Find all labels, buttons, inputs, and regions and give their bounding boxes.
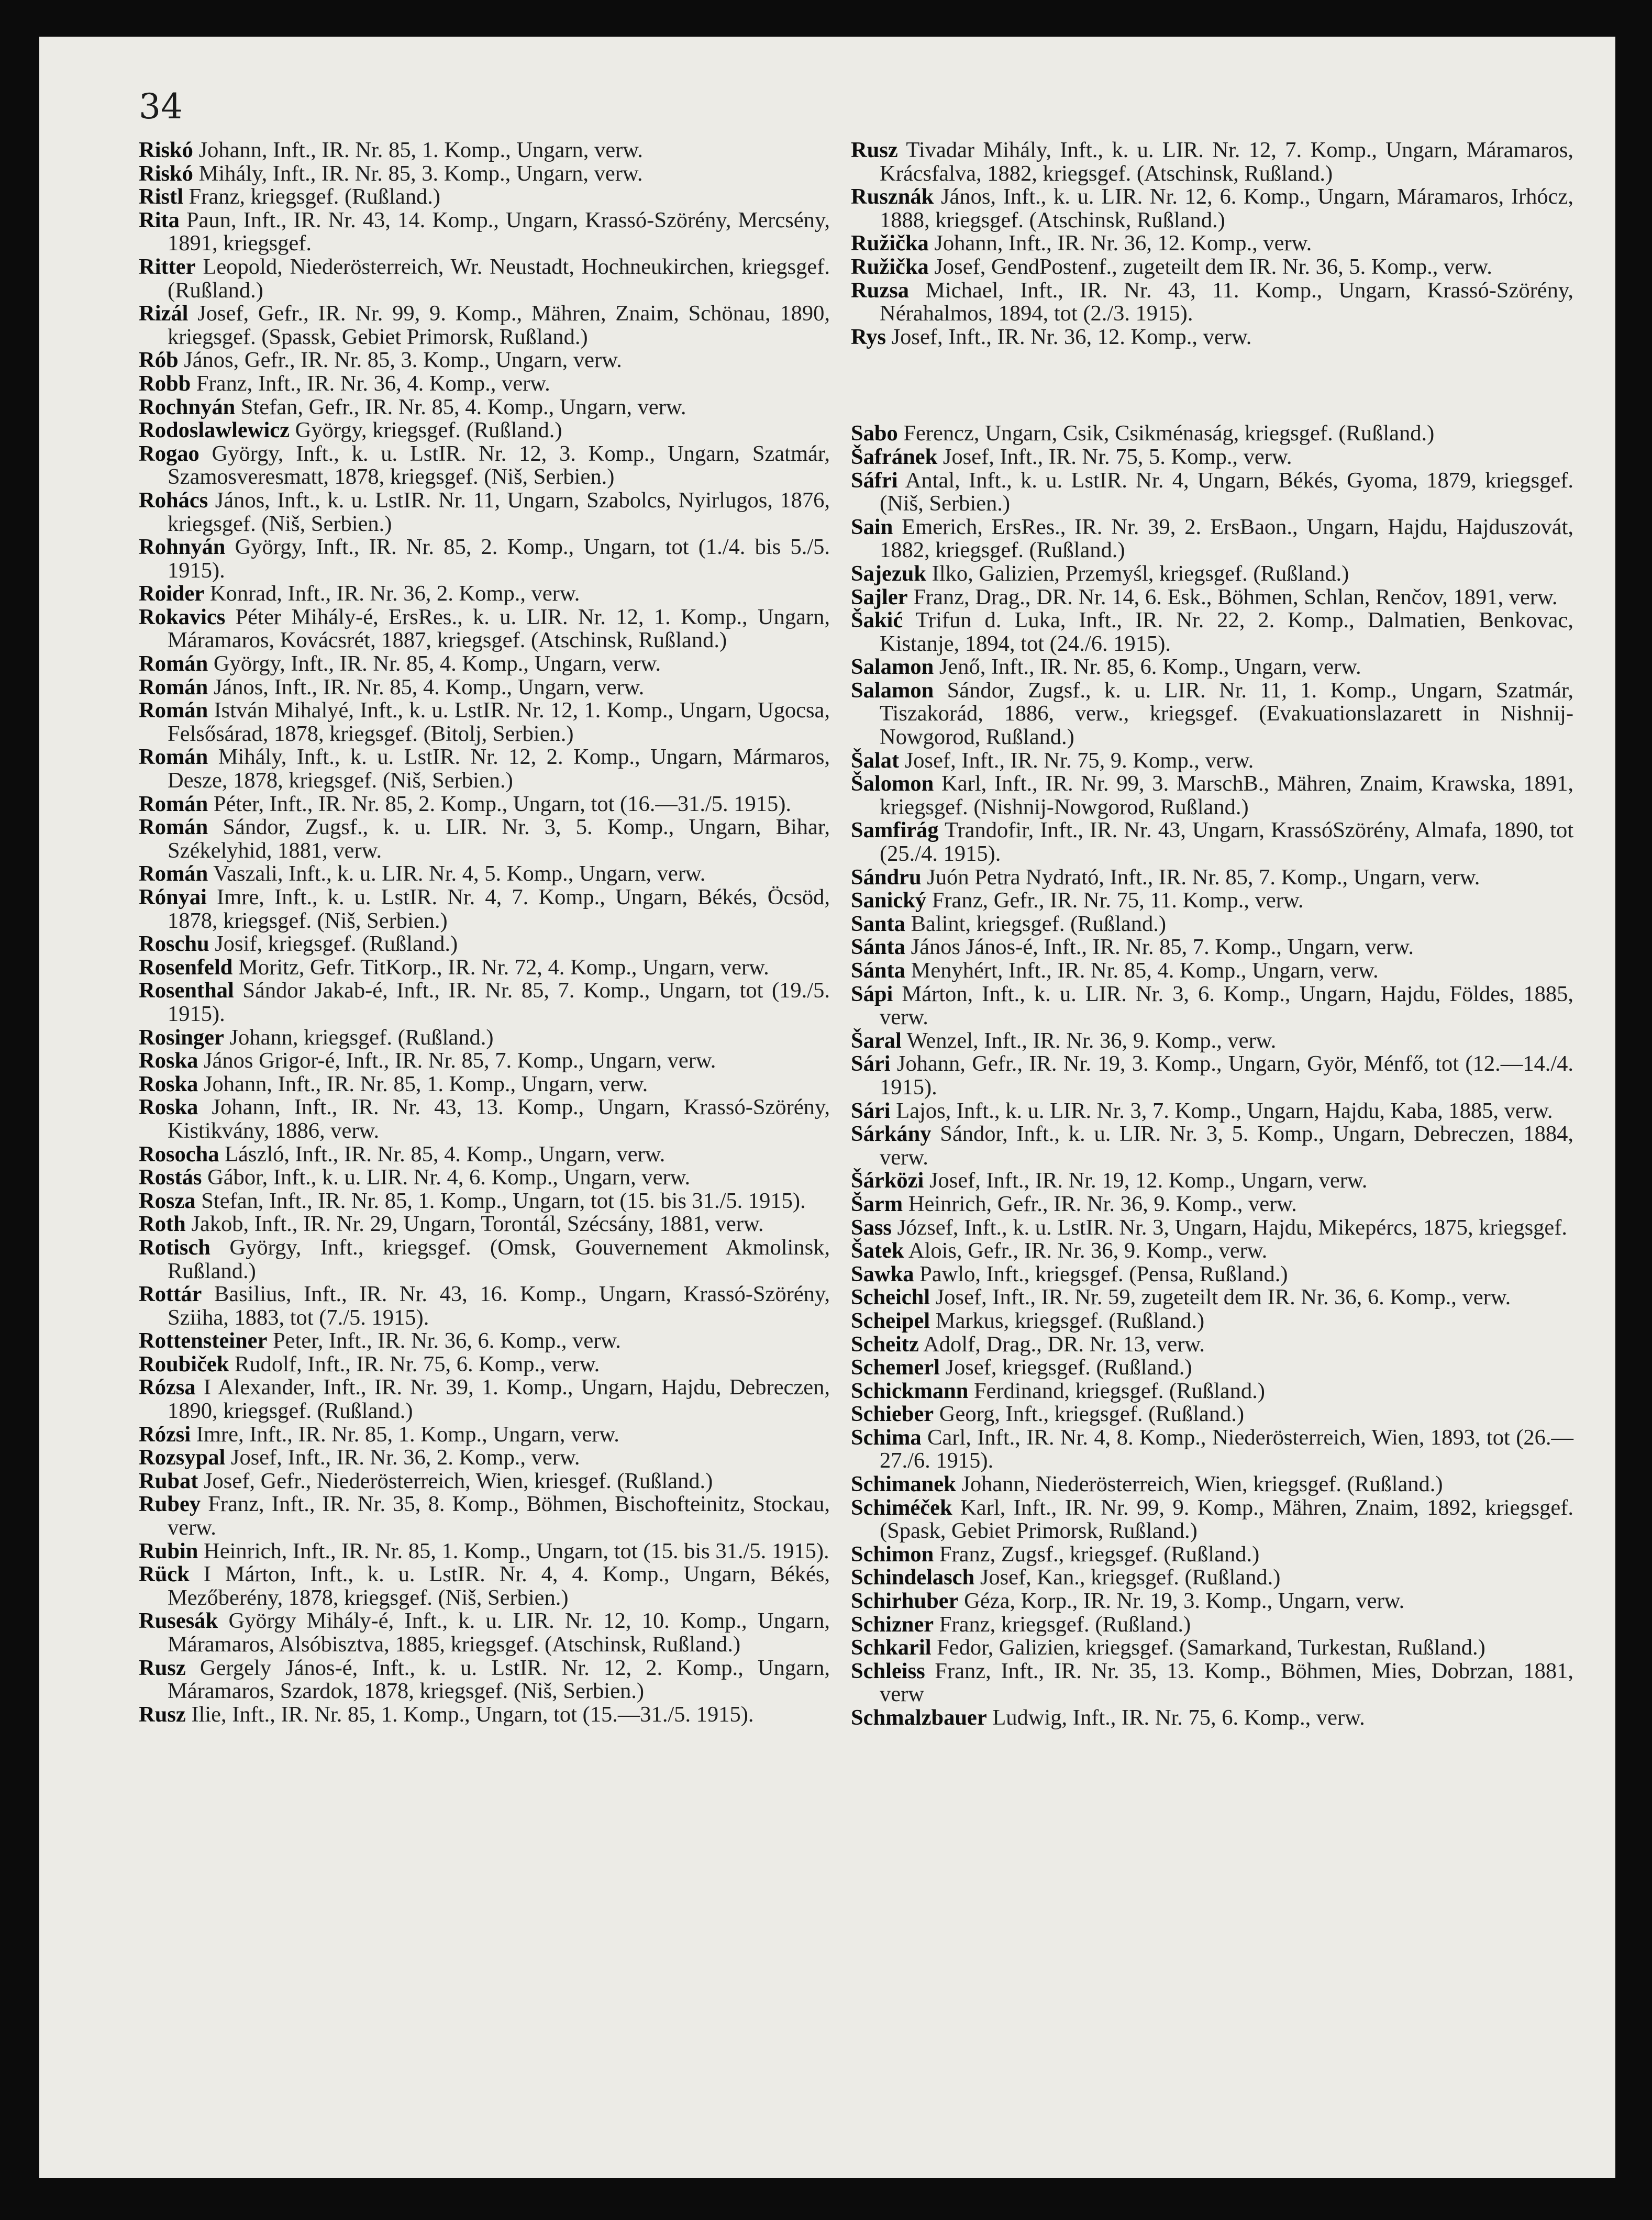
entry-details: Péter Mihály-é, ErsRes., k. u. LIR. Nr. 12, 1. Komp., Ungarn, Máramaros, Kovácsrét, 1887, kriegsgef. (Atschinsk, Rußland.) [168,604,830,653]
entry-details: György, Inft., IR. Nr. 85, 4. Komp., Ungarn, verw. [208,651,661,676]
register-entry [139,1096,830,1142]
entry-surname: Rosocha [139,1141,219,1167]
entry-details: Jenő, Inft., IR. Nr. 85, 6. Komp., Ungarn, verw. [934,654,1361,680]
register-entry [139,676,830,700]
entry-details: Alois, Gefr., IR. Nr. 36, 9. Komp., verw. [904,1238,1268,1263]
entry-details: Jakob, Inft., IR. Nr. 29, Ungarn, Torontál, Szécsány, 1881, verw. [185,1212,764,1237]
entry-details: Heinrich, Inft., IR. Nr. 85, 1. Komp., Ungarn, tot (15. bis 31./5. 1915). [198,1538,829,1563]
entry-details: Imre, Inft., IR. Nr. 85, 1. Komp., Ungarn, verw. [191,1422,619,1447]
register-entry [139,139,830,162]
register-entry [139,699,830,746]
register-entry [139,1540,830,1563]
entry-details: Johann, Inft., IR. Nr. 85, 1. Komp., Ungarn, verw. [198,1071,648,1096]
register-entry [851,936,1573,959]
entry-surname: Schieber [851,1402,934,1427]
entry-surname: Sass [851,1215,892,1240]
entry-surname: Schimanek [851,1472,956,1497]
entry-surname: Šalat [851,748,900,773]
register-entry [851,1123,1573,1169]
entry-surname: Šatek [851,1238,904,1263]
entry-surname: Ruzsa [851,278,909,303]
register-entry [851,1263,1573,1286]
entry-surname: Schmalzbauer [851,1705,987,1730]
entry-details: Trifun d. Luka, Inft., IR. Nr. 22, 2. Komp., Dalmatien, Benkovac, Kistanje, 1894, tot (24./6. 1915). [880,608,1573,656]
entry-surname: Schirhuber [851,1589,959,1614]
register-entry [851,516,1573,562]
entry-details: Heinrich, Gefr., IR. Nr. 36, 9. Komp., verw. [903,1191,1297,1216]
entry-details: Josef, Gefr., IR. Nr. 99, 9. Komp., Mähren, Znaim, Schönau, 1890, kriegsgef. (Spassk, Gebiet Primorsk, Rußland.) [168,301,830,349]
register-entry [851,1403,1573,1426]
register-entry [139,1213,830,1236]
entry-surname: Rusz [139,1655,186,1680]
register-entry [139,442,830,489]
register-entry [139,582,830,606]
entry-surname: Šaral [851,1028,902,1053]
entry-details: Mihály, Inft., IR. Nr. 85, 3. Komp., Ungarn, verw. [193,161,643,186]
entry-details: Menyhért, Inft., IR. Nr. 85, 4. Komp., Ungarn, verw. [905,958,1379,983]
register-entry [851,866,1573,890]
entry-details: György Mihály-é, Inft., k. u. LIR. Nr. 12, 10. Komp., Ungarn, Máramaros, Alsóbisztva, 1885, kriegsgef. (Atschinsk, Rußland.) [168,1608,830,1657]
register-entry [851,1239,1573,1263]
entry-details: Konrad, Inft., IR. Nr. 36, 2. Komp., verw. [204,581,580,606]
register-entry [851,232,1573,256]
entry-surname: Robb [139,371,191,396]
entry-details: János, Inft., k. u. LstIR. Nr. 11, Ungarn, Szabolcs, Nyirlugos, 1876, kriegsgef. (Niš, Serbien.) [168,487,830,536]
entry-details: Franz, kriegsgef. (Rußland.) [183,184,440,209]
entry-details: Vaszali, Inft., k. u. LIR. Nr. 4, 5. Komp., Ungarn, verw. [208,861,706,886]
entry-details: Péter, Inft., IR. Nr. 85, 2. Komp., Ungarn, tot (16.—31./5. 1915). [208,791,792,816]
register-entry [139,979,830,1026]
register-entry [139,1190,830,1213]
register-entry [851,1660,1573,1706]
entry-surname: Sándru [851,864,922,890]
entry-surname: Román [139,745,208,770]
entry-details: György, Inft., k. u. LstIR. Nr. 12, 3. Komp., Ungarn, Szatmár, Szamosveresmatt, 1878, kriegsgef. (Niš, Serbien.) [168,441,830,490]
entry-details: Franz, kriegsgef. (Rußland.) [934,1612,1191,1637]
entry-surname: Sabo [851,421,898,446]
entry-surname: Sanický [851,888,927,913]
entry-surname: Rottár [139,1282,202,1307]
register-entry [139,1610,830,1656]
register-entry [139,419,830,442]
entry-details: György, Inft., kriegsgef. (Omsk, Gouvernement Akmolinsk, Rußland.) [168,1235,830,1283]
entry-surname: Sajezuk [851,561,927,586]
entry-surname: Roubiček [139,1351,229,1377]
register-entry [851,1380,1573,1403]
register-entry [139,793,830,816]
entry-details: János János-é, Inft., IR. Nr. 85, 7. Komp., Ungarn, verw. [905,935,1414,960]
entry-details: János, Inft., k. u. LIR. Nr. 12, 6. Komp., Ungarn, Máramaros, Irhócz, 1888, kriegsgef. (Atschinsk, Rußland.) [880,184,1573,232]
register-entry [139,1703,830,1727]
entry-surname: Sain [851,514,893,539]
register-entry [139,396,830,419]
register-entry [851,609,1573,656]
register-entry [851,959,1573,983]
right-column-s-section [851,422,1573,1729]
entry-details: Josef, GendPostenf., zugeteilt dem IR. Nr. 36, 5. Komp., verw. [928,254,1492,279]
entry-details: Antal, Inft., k. u. LstIR. Nr. 4, Ungarn, Békés, Gyoma, 1879, kriegsgef. (Niš, Serbien.) [880,468,1573,516]
entry-surname: Rubat [139,1468,198,1493]
entry-surname: Sawka [851,1261,914,1286]
register-entry [851,256,1573,279]
entry-details: Ilko, Galizien, Przemyśl, kriegsgef. (Rußland.) [926,561,1349,586]
register-entry [851,913,1573,936]
entry-surname: Schickmann [851,1378,969,1403]
register-entry [851,1309,1573,1333]
register-entry [139,1470,830,1493]
entry-details: Juón Petra Nydrató, Inft., IR. Nr. 85, 7. Komp., Ungarn, verw. [921,864,1480,890]
entry-surname: Rosinger [139,1025,224,1050]
page-number: 34 [139,86,183,127]
register-entry [139,1073,830,1096]
entry-details: Ferencz, Ungarn, Csik, Csikménaság, kriegsgef. (Rußland.) [897,421,1435,446]
register-entry [851,446,1573,469]
entry-surname: Riskó [139,161,193,186]
entry-details: Wenzel, Inft., IR. Nr. 36, 9. Komp., verw. [901,1028,1277,1053]
entry-surname: Sajler [851,584,908,609]
entry-surname: Schleiss [851,1658,925,1683]
register-entry [851,1029,1573,1053]
register-entry [851,1356,1573,1380]
entry-surname: Šarm [851,1191,903,1216]
entry-details: Johann, Niederösterreich, Wien, kriegsgef. (Rußland.) [956,1472,1443,1497]
register-entry [139,536,830,582]
entry-details: Sándor, Zugsf., k. u. LIR. Nr. 3, 5. Komp., Ungarn, Bihar, Székelyhid, 1881, verw. [168,815,830,863]
register-entry [851,139,1573,185]
entry-surname: Roschu [139,931,209,957]
register-entry [851,1543,1573,1567]
entry-details: Sándor, Inft., k. u. LIR. Nr. 3, 5. Komp., Ungarn, Debreczen, 1884, verw. [880,1122,1573,1170]
entry-details: Josef, Inft., IR. Nr. 36, 12. Komp., verw. [886,324,1252,349]
entry-surname: Rogao [139,441,199,466]
register-entry [139,1563,830,1610]
register-entry [851,819,1573,865]
entry-surname: Schemerl [851,1355,940,1380]
entry-details: Gábor, Inft., k. u. LIR. Nr. 4, 6. Komp., Ungarn, verw. [202,1165,691,1190]
entry-surname: Schindelasch [851,1565,975,1590]
entry-details: István Mihalyé, Inft., k. u. LstIR. Nr. 12, 1. Komp., Ungarn, Ugocsa, Felsősárad, 1878, kriegsgef. (Bitolj, Serbien.) [168,698,830,746]
entry-details: Johann, kriegsgef. (Rußland.) [224,1025,494,1050]
entry-details: Karl, Inft., IR. Nr. 99, 9. Komp., Mähren, Znaim, 1892, kriegsgef. (Spask, Gebiet Primorsk, Rußland.) [880,1495,1573,1544]
register-entry [139,1329,830,1353]
entry-surname: Schiméček [851,1495,952,1520]
register-entry [851,469,1573,516]
entry-surname: Rohács [139,487,208,513]
entry-details: Sándor Jakab-é, Inft., IR. Nr. 85, 7. Komp., Ungarn, tot (19./5. 1915). [168,978,830,1026]
entry-surname: Rück [139,1562,190,1587]
entry-details: Josef, kriegsgef. (Rußland.) [939,1355,1192,1380]
entry-details: I Márton, Inft., k. u. LstIR. Nr. 4, 4. Komp., Ungarn, Békés, Mezőberény, 1878, kriegsgef. (Niš, Serbien.) [168,1562,830,1610]
entry-surname: Román [139,861,208,886]
entry-details: János Grigor-é, Inft., IR. Nr. 85, 7. Komp., Ungarn, verw. [198,1048,716,1073]
entry-surname: Rusz [851,138,898,162]
entry-details: Franz, Inft., IR. Nr. 35, 8. Komp., Böhmen, Bischofteinitz, Stockau, verw. [168,1492,830,1540]
entry-surname: Rosza [139,1188,196,1213]
register-entry [139,956,830,980]
entry-details: Moritz, Gefr. TitKorp., IR. Nr. 72, 4. Komp., Ungarn, verw. [232,954,769,980]
entry-surname: Rotisch [139,1235,210,1260]
entry-details: Franz, Inft., IR. Nr. 36, 4. Komp., verw. [191,371,550,396]
register-entry [139,1446,830,1470]
entry-details: Paun, Inft., IR. Nr. 43, 14. Komp., Ungarn, Krassó-Szörény, Mercsény, 1891, kriegsgef. [168,207,830,256]
register-entry [139,862,830,886]
register-entry [139,372,830,396]
register-entry [851,1193,1573,1216]
entry-details: Franz, Inft., IR. Nr. 35, 13. Komp., Böhmen, Mies, Dobrzan, 1881, verw [880,1658,1573,1707]
register-entry [139,652,830,676]
left-column [139,139,830,1726]
entry-surname: Román [139,791,208,816]
register-entry [139,1166,830,1190]
entry-surname: Rottensteiner [139,1328,268,1353]
register-entry [851,1333,1573,1357]
entry-details: György, kriegsgef. (Rußland.) [290,418,562,443]
entry-details: I Alexander, Inft., IR. Nr. 39, 1. Komp., Ungarn, Hajdu, Debreczen, 1890, kriegsgef. (Rußland.) [168,1375,830,1424]
register-entry [851,1496,1573,1543]
register-entry [139,209,830,256]
entry-details: Johann, Inft., IR. Nr. 43, 13. Komp., Ungarn, Krassó-Szörény, Kistikvány, 1886, verw. [168,1095,830,1143]
register-entry [851,679,1573,749]
entry-surname: Rizál [139,301,189,326]
entry-surname: Ritter [139,254,196,279]
entry-details: Rudolf, Inft., IR. Nr. 75, 6. Komp., verw. [229,1351,600,1377]
register-entry [851,772,1573,819]
entry-details: Josif, kriegsgef. (Rußland.) [209,931,458,957]
entry-surname: Sáfri [851,468,898,493]
entry-surname: Rosenfeld [139,954,233,980]
right-column [851,139,1573,1730]
entry-surname: Ružička [851,231,929,256]
register-entry [139,1049,830,1073]
right-column-r-section [851,139,1573,349]
entry-surname: Roider [139,581,205,606]
register-entry [851,1590,1573,1613]
entry-surname: Salamon [851,654,934,680]
register-entry [139,816,830,862]
entry-details: Josef, Inft., IR. Nr. 75, 9. Komp., verw. [899,748,1254,773]
entry-details: Josef, Inft., IR. Nr. 75, 5. Komp., verw. [937,444,1292,469]
register-entry [851,1100,1573,1123]
register-entry [851,1636,1573,1660]
entry-details: Imre, Inft., k. u. LstIR. Nr. 4, 7. Komp., Ungarn, Békés, Öcsöd, 1878, kriegsgef. (Niš, Serbien.) [168,885,830,933]
entry-surname: Šakić [851,608,903,633]
entry-surname: Riskó [139,138,193,162]
register-entry [851,1566,1573,1590]
entry-details: György, Inft., IR. Nr. 85, 2. Komp., Ungarn, tot (1./4. bis 5./5. 1915). [168,535,830,583]
entry-surname: Rochnyán [139,394,236,419]
entry-surname: Roska [139,1095,198,1120]
entry-surname: Schima [851,1425,922,1450]
register-entry [851,185,1573,232]
entry-surname: Rodoslawlewicz [139,418,290,443]
entry-surname: Román [139,698,208,723]
entry-details: Stefan, Gefr., IR. Nr. 85, 4. Komp., Ungarn, verw. [235,394,686,419]
entry-surname: Rusz [139,1702,186,1727]
entry-surname: Sápi [851,981,893,1006]
entry-details: Michael, Inft., IR. Nr. 43, 11. Komp., Ungarn, Krassó-Szörény, Nérahalmos, 1894, tot (2./3. 1915). [880,278,1573,326]
register-entry [851,562,1573,586]
entry-surname: Šafránek [851,444,938,469]
entry-details: Johann, Inft., IR. Nr. 36, 12. Komp., verw. [928,231,1312,256]
entry-surname: Rózsa [139,1375,196,1400]
entry-surname: Rosenthal [139,978,234,1003]
register-entry [139,489,830,536]
entry-details: József, Inft., k. u. LstIR. Nr. 3, Ungarn, Hajdu, Mikepércs, 1875, kriegsgef. [891,1215,1568,1240]
entry-surname: Šalomon [851,771,934,796]
register-entry [851,983,1573,1029]
register-entry [851,1216,1573,1240]
entry-surname: Scheichl [851,1285,930,1310]
register-entry [851,1613,1573,1637]
entry-surname: Schimon [851,1541,934,1567]
entry-details: Carl, Inft., IR. Nr. 4, 8. Komp., Niederösterreich, Wien, 1893, tot (26.—27./6. 1915). [880,1425,1573,1473]
register-entry [851,889,1573,913]
register-entry [139,1423,830,1447]
register-entry [139,933,830,956]
section-gap [851,349,1573,422]
entry-surname: Rusznák [851,184,934,209]
entry-surname: Rusesák [139,1608,218,1634]
entry-details: Franz, Zugsf., kriegsgef. (Rußland.) [934,1541,1260,1567]
register-entry [851,656,1573,679]
entry-details: Markus, kriegsgef. (Rußland.) [930,1308,1205,1333]
register-entry [139,746,830,792]
register-entry [139,185,830,209]
register-entry [851,1473,1573,1496]
entry-surname: Rozsypal [139,1445,226,1470]
register-entry [139,349,830,372]
entry-details: Peter, Inft., IR. Nr. 36, 6. Komp., verw. [267,1328,621,1353]
entry-details: Márton, Inft., k. u. LIR. Nr. 3, 6. Komp., Ungarn, Hajdu, Földes, 1885, verw. [880,981,1573,1030]
entry-surname: Rób [139,348,179,373]
entry-details: Johann, Inft., IR. Nr. 85, 1. Komp., Ungarn, verw. [193,138,643,162]
entry-surname: Schkaril [851,1635,932,1660]
register-entry [139,162,830,186]
entry-surname: Sánta [851,935,905,960]
register-entry [139,256,830,302]
entry-details: Josef, Inft., IR. Nr. 36, 2. Komp., verw. [225,1445,580,1470]
entry-details: Fedor, Galizien, kriegsgef. (Samarkand, Turkestan, Rußland.) [931,1635,1485,1660]
entry-surname: Samfirág [851,818,939,843]
register-entry [851,1052,1573,1099]
entry-details: Lajos, Inft., k. u. LIR. Nr. 3, 7. Komp., Ungarn, Hajdu, Kaba, 1885, verw. [890,1098,1553,1123]
register-entry [139,1493,830,1539]
entry-details: Basilius, Inft., IR. Nr. 43, 16. Komp., Ungarn, Krassó-Szörény, Sziiha, 1883, tot (7./5. 1915). [168,1282,830,1330]
entry-surname: Rokavics [139,604,226,629]
entry-details: Tivadar Mihály, Inft., k. u. LIR. Nr. 12, 7. Komp., Ungarn, Máramaros, Krácsfalva, 1882, kriegsgef. (Atschinsk, Rußland.) [880,138,1573,186]
entry-surname: Salamon [851,678,934,703]
entry-surname: Román [139,674,208,700]
register-entry [139,1026,830,1050]
register-entry [139,886,830,933]
entry-details: Ludwig, Inft., IR. Nr. 75, 6. Komp., verw. [986,1705,1365,1730]
entry-details: Ferdinand, kriegsgef. (Rußland.) [968,1378,1265,1403]
register-entry [139,606,830,652]
entry-details: Josef, Inft., IR. Nr. 59, zugeteilt dem IR. Nr. 36, 6. Komp., verw. [930,1285,1511,1310]
entry-details: Leopold, Niederösterreich, Wr. Neustadt, Hochneukirchen, kriegsgef. (Rußland.) [168,254,830,303]
entry-surname: Šárközi [851,1168,924,1193]
entry-surname: Schizner [851,1612,934,1637]
register-entry [851,326,1573,349]
entry-surname: Ružička [851,254,929,279]
entry-details: Trandofir, Inft., IR. Nr. 43, Ungarn, KrassóSzörény, Almafa, 1890, tot (25./4. 1915). [880,818,1573,867]
register-entry [139,1657,830,1703]
entry-details: Emerich, ErsRes., IR. Nr. 39, 2. ErsBaon., Ungarn, Hajdu, Hajduszovát, 1882, kriegsgef. (Rußland.) [880,514,1573,563]
entry-surname: Scheipel [851,1308,930,1333]
entry-surname: Rónyai [139,885,207,909]
document-page [39,37,1615,2178]
entry-surname: Rohnyán [139,535,226,560]
entry-surname: Ristl [139,184,183,209]
entry-details: Géza, Korp., IR. Nr. 19, 3. Komp., Ungarn, verw. [958,1589,1405,1614]
entry-details: Franz, Drag., DR. Nr. 14, 6. Esk., Böhmen, Schlan, Renčov, 1891, verw. [907,584,1558,609]
entry-surname: Sári [851,1098,891,1123]
entry-surname: Roska [139,1048,198,1073]
entry-details: János, Gefr., IR. Nr. 85, 3. Komp., Ungarn, verw. [178,348,622,373]
register-entry [851,1426,1573,1473]
entry-surname: Rózsi [139,1422,191,1447]
entry-surname: Román [139,651,208,676]
register-entry [139,1236,830,1283]
entry-details: Sándor, Zugsf., k. u. LIR. Nr. 11, 1. Komp., Ungarn, Szatmár, Tiszakorád, 1886, verw., kriegsgef. (Evakuationslazarett in Nishnij-Nowgorod, Rußland.) [880,678,1573,750]
entry-surname: Sánta [851,958,905,983]
register-entry [851,586,1573,609]
entry-details: László, Inft., IR. Nr. 85, 4. Komp., Ungarn, verw. [219,1141,666,1167]
entry-details: Ilie, Inft., IR. Nr. 85, 1. Komp., Ungarn, tot (15.—31./5. 1915). [185,1702,754,1727]
entry-details: Gergely János-é, Inft., k. u. LstIR. Nr. 12, 2. Komp., Ungarn, Máramaros, Szardok, 1878, kriegsgef. (Niš, Serbien.) [168,1655,830,1704]
entry-details: Balint, kriegsgef. (Rußland.) [905,911,1167,936]
entry-details: Josef, Inft., IR. Nr. 19, 12. Komp., Ungarn, verw. [924,1168,1368,1193]
entry-surname: Román [139,815,208,840]
entry-surname: Sári [851,1051,891,1076]
entry-surname: Roska [139,1071,198,1096]
register-entry [139,1353,830,1377]
register-entry [851,422,1573,446]
entry-details: Mihály, Inft., k. u. LstIR. Nr. 12, 2. Komp., Ungarn, Mármaros, Desze, 1878, kriegsgef. (Niš, Serbien.) [168,745,830,793]
register-entry [851,279,1573,326]
register-entry [139,302,830,349]
entry-details: Stefan, Inft., IR. Nr. 85, 1. Komp., Ungarn, tot (15. bis 31./5. 1915). [195,1188,806,1213]
entry-surname: Scheitz [851,1331,919,1357]
register-entry [139,1143,830,1167]
entry-surname: Santa [851,911,905,936]
register-entry [851,1286,1573,1309]
register-entry [851,1706,1573,1730]
entry-details: Adolf, Drag., DR. Nr. 13, verw. [918,1331,1205,1357]
register-entry [139,1283,830,1329]
entry-surname: Roth [139,1212,186,1237]
entry-details: Josef, Gefr., Niederösterreich, Wien, kriesgef. (Rußland.) [198,1468,713,1493]
entry-surname: Rostás [139,1165,202,1190]
entry-details: Josef, Kan., kriegsgef. (Rußland.) [974,1565,1281,1590]
entry-details: Karl, Inft., IR. Nr. 99, 3. MarschB., Mähren, Znaim, Krawska, 1891, kriegsgef. (Nishnij-Nowgorod, Rußland.) [880,771,1573,819]
entry-details: Pawlo, Inft., kriegsgef. (Pensa, Rußland.) [914,1261,1288,1286]
entry-surname: Rubey [139,1492,201,1517]
entry-details: János, Inft., IR. Nr. 85, 4. Komp., Ungarn, verw. [208,674,645,700]
entry-surname: Rita [139,207,180,232]
entry-surname: Sárkány [851,1122,932,1147]
entry-details: Georg, Inft., kriegsgef. (Rußland.) [934,1402,1245,1427]
entry-surname: Rys [851,324,886,349]
entry-details: Johann, Gefr., IR. Nr. 19, 3. Komp., Ungarn, Györ, Ménfő, tot (12.—14./4. 1915). [880,1051,1573,1100]
register-entry [851,1169,1573,1193]
entry-details: Franz, Gefr., IR. Nr. 75, 11. Komp., verw. [926,888,1304,913]
register-entry [139,1376,830,1423]
register-entry [851,749,1573,773]
entry-surname: Rubin [139,1538,198,1563]
